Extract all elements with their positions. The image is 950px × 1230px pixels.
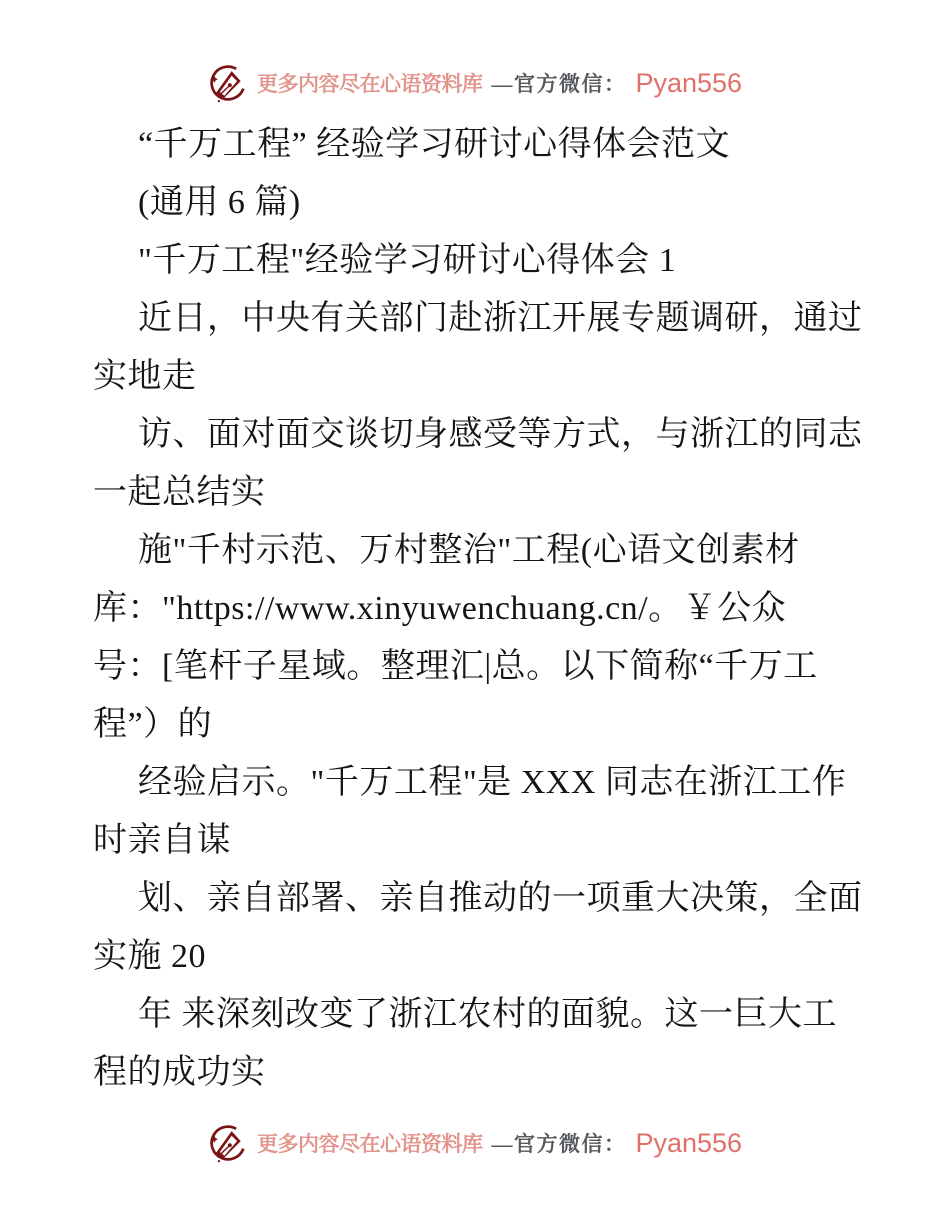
body-line: 访、面对面交谈切身感受等方式，与浙江的同志 — [138, 416, 863, 453]
watermark-footer — [0, 1118, 950, 1168]
body-line: 号：[笔杆子星域。整理汇|总。以下简称“千万工 — [93, 648, 818, 685]
title-line: (通用 6 篇) — [138, 184, 301, 221]
body-line: 年 来深刻改变了浙江农村的面貌。这一巨大工 — [138, 996, 837, 1033]
watermark-wechat-label: —官方微信： — [491, 1132, 627, 1156]
watermark-wechat-id: Pyan556 — [635, 67, 743, 98]
body-line: 经验启示。"千万工程"是 XXX 同志在浙江工作 — [138, 764, 847, 801]
heading-line: "千万工程"经验学习研讨心得体会 1 — [138, 242, 677, 279]
body-line: 库："https://www.xinyuwenchuang.cn/。￥公众 — [93, 590, 787, 627]
body-line: 实施 20 — [93, 938, 206, 975]
watermark-main-text: 更多内容尽在心语资料库 — [256, 72, 483, 96]
body-line: 施"千村示范、万村整治"工程(心语文创素材 — [138, 532, 800, 569]
watermark-wechat-id: Pyan556 — [635, 1127, 743, 1158]
watermark-wechat-label: —官方微信： — [491, 72, 627, 96]
body-line: 程的成功实 — [93, 1054, 266, 1091]
watermark-main-text: 更多内容尽在心语资料库 — [256, 1132, 483, 1156]
watermark-header — [0, 58, 950, 108]
body-line: 程”）的 — [93, 706, 213, 743]
body-line: 划、亲自部署、亲自推动的一项重大决策，全面 — [138, 880, 863, 917]
body-line: 近日，中央有关部门赴浙江开展专题调研，通过 — [138, 300, 863, 337]
document-content — [93, 116, 868, 1102]
pen-swirl-logo-icon — [208, 60, 248, 106]
body-line: 时亲自谋 — [93, 822, 231, 859]
title-line: “千万工程” 经验学习研讨心得体会范文 — [138, 126, 731, 163]
body-line: 实地走 — [93, 358, 197, 395]
pen-swirl-logo-icon — [208, 1120, 248, 1166]
body-line: 一起总结实 — [93, 474, 266, 511]
